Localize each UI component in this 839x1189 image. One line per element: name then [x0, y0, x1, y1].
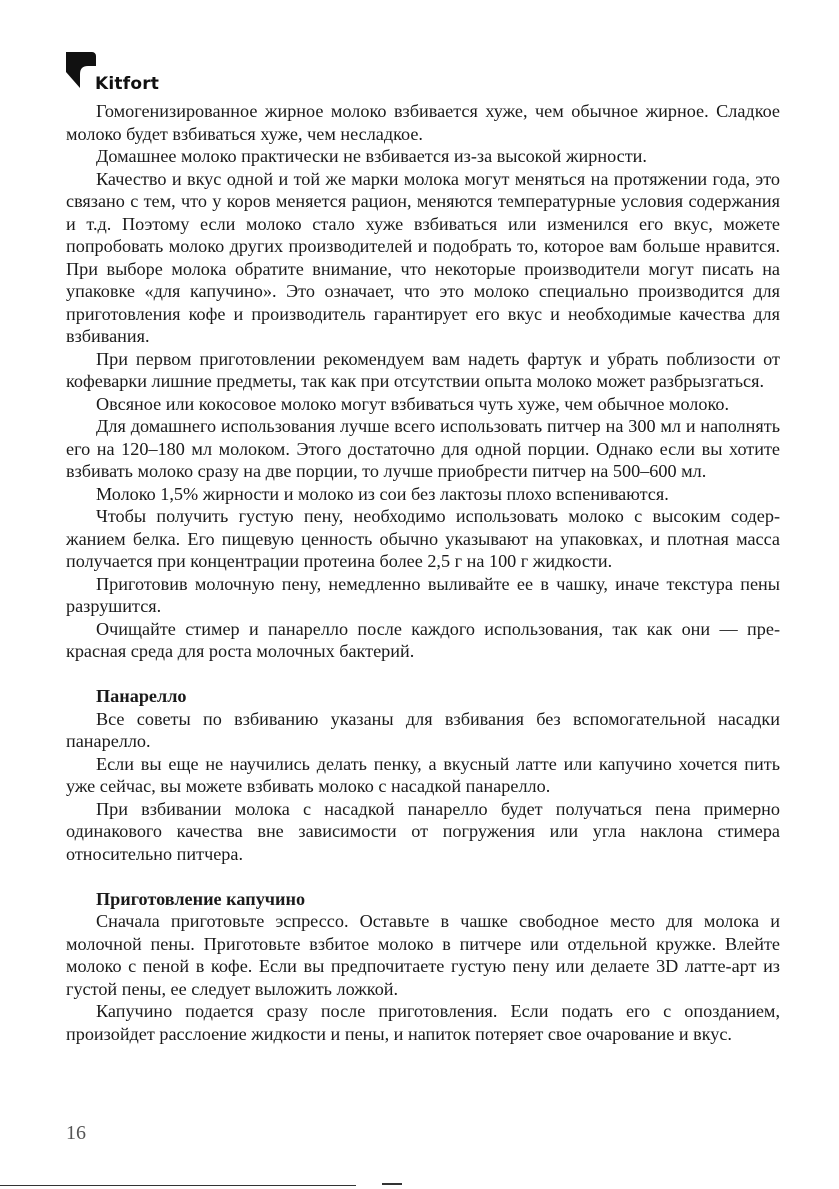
- paragraph: Молоко 1,5% жирности и молоко из сои без лактозы плохо вспениваются.: [96, 483, 669, 504]
- paragraph: Сначала приготовьте эспрессо. Оставьте в чашке свободное место для молока и молочной пены. Приготовьте взбитое молоко в питчере или отдельной кружке. Влейте молоко с пеной в кофе. Если вы предпочитаете густую пену или делаете 3D латте-арт из густой пены, ее следует выложить ложкой.: [66, 911, 780, 999]
- page-number: 16: [66, 1122, 86, 1144]
- paragraph: При первом приготовлении рекомендуем вам надеть фартук и убрать поблизости от кофеварки лишние предметы, так как при отсутствии опыта молоко может разбрызгаться.: [66, 348, 780, 391]
- brand-name: Kitfort: [95, 74, 160, 94]
- paragraph: Для домашнего использования лучше всего использовать питчер на 300 мл и наполнять его на 120–180 мл молоком. Этого достаточно для одной порции. Однако если вы хотите взбивать молоко сразу на две порции, то лучше приобрести питчер на 500–600 мл.: [66, 416, 780, 481]
- paragraph: Чтобы получить густую пену, необходимо использовать молоко с высоким содержанием белка. Его пищевую ценность обычно указывают на упаковках, и плотная масса получается при концентрации протеина более 2,5 г на 100 г жидкости.: [66, 506, 780, 571]
- bottom-rule-mark: [382, 1183, 402, 1185]
- spacer: [66, 663, 780, 686]
- paragraph: Гомогенизированное жирное молоко взбивается хуже, чем обычное жирное. Сладкое молоко будет взбиваться хуже, чем несладкое.: [66, 101, 780, 144]
- paragraph: Капучино подается сразу после приготовления. Если подать его с опозданием, произойдет расслоение жидкости и пены, и напиток потеряет свое очарование и вкус.: [66, 1001, 780, 1044]
- kitfort-logo-icon: [66, 52, 96, 92]
- paragraph: Качество и вкус одной и той же марки молока могут меняться на протяжении года, это связано с тем, что у коров меняется рацион, меняются температурные условия содержания и т.д. Поэтому если молоко стало хуже взбиваться или изменился его вкус, можете попробовать молоко других производителей и подобрать то, которое вам больше нравится. При выборе молока обратите внимание, что некоторые производители могут писать на упаковке «для капучино». Это означает, что это молоко специально производится для приготовления кофе и производитель гарантирует его вкус и необходимые качества для взбивания.: [66, 168, 780, 346]
- paragraph: Приготовив молочную пену, немедленно выливайте ее в чашку, иначе текстура пены разрушится.: [66, 573, 780, 616]
- spacer: [66, 865, 780, 888]
- paragraph: Если вы еще не научились делать пенку, а вкусный латте или капучино хочется пить уже сейчас, вы можете взбивать молоко с насадкой панарелло.: [66, 753, 780, 796]
- paragraph: Домашнее молоко практически не взбивается из-за высокой жирности.: [96, 146, 647, 166]
- body-text: [66, 100, 780, 1045]
- paragraph: Овсяное или кокосовое молоко могут взбиваться чуть хуже, чем обычное молоко.: [96, 393, 730, 414]
- section-heading-cappuccino: Приготовление капучино: [96, 888, 306, 909]
- paragraph: Все советы по взбиванию указаны для взбивания без вспомогательной насадки панарелло.: [66, 708, 780, 751]
- section-heading-panarello: Панарелло: [96, 686, 187, 706]
- brand-logo: [66, 52, 186, 96]
- paragraph: При взбивании молока с насадкой панарелло будет получаться пена примерно одинакового качества вне зависимости от погружения или угла наклона стимера относительно питчера.: [66, 798, 780, 864]
- paragraph: Очищайте стимер и панарелло после каждого использования, так как они — прекрасная среда для роста молочных бактерий.: [66, 618, 780, 661]
- bottom-rule: [0, 1185, 356, 1186]
